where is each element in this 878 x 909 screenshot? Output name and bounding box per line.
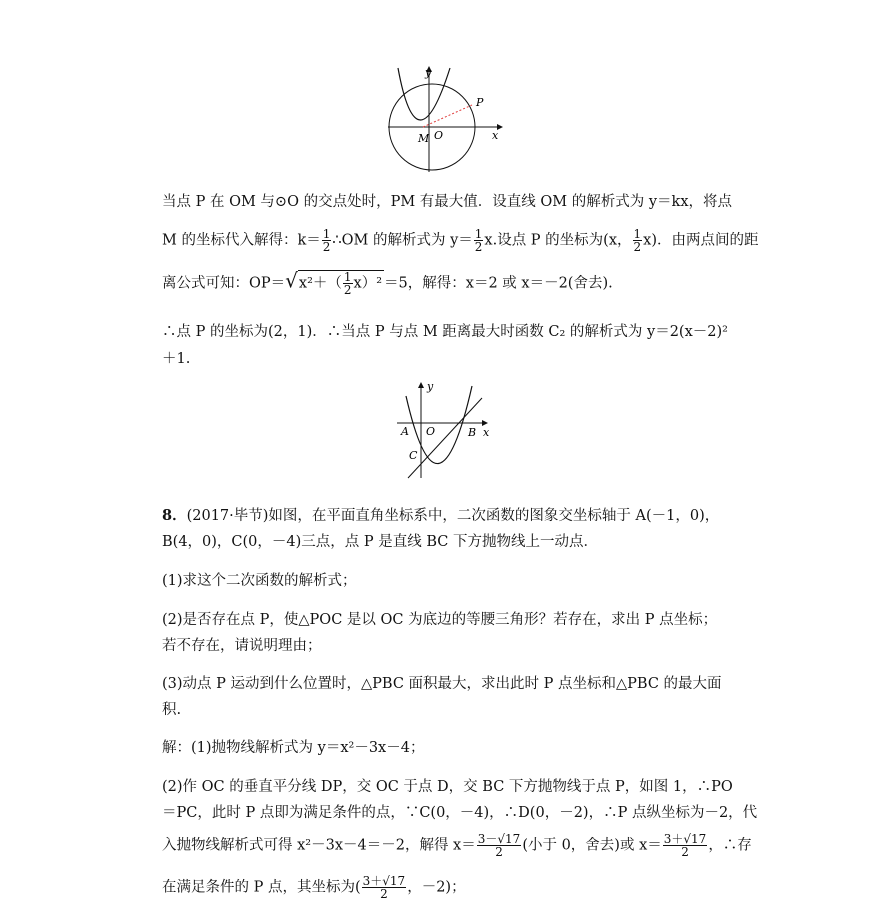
numerator: 3＋√17 bbox=[362, 874, 406, 888]
numerator: 3－√17 bbox=[477, 832, 521, 846]
fraction bbox=[663, 833, 708, 858]
denominator: 2 bbox=[633, 240, 642, 254]
text: x)．由两点间的距 bbox=[643, 232, 759, 249]
figure-circle-parabola bbox=[380, 60, 510, 175]
p1-line1: 当点 P 在 OM 与⊙O 的交点处时，PM 有最大值．设直线 OM 的解析式为 y＝kx，将点 bbox=[162, 194, 733, 210]
numerator: 1 bbox=[474, 227, 483, 241]
fig2-c-label: C bbox=[409, 449, 418, 462]
fraction bbox=[322, 228, 332, 253]
denominator: 2 bbox=[322, 240, 331, 254]
parabola-c1 bbox=[398, 68, 450, 120]
fig2-x-label: x bbox=[483, 426, 490, 439]
segment-pm bbox=[423, 105, 472, 127]
denominator: 2 bbox=[474, 240, 483, 254]
denominator: 2 bbox=[495, 845, 503, 859]
q8-line1 bbox=[162, 506, 719, 526]
text: ，∴存 bbox=[708, 837, 752, 854]
q8-sub1: (1)求这个二次函数的解析式； bbox=[162, 573, 357, 589]
p1-line2 bbox=[162, 228, 759, 253]
fig2-o-label: O bbox=[426, 425, 436, 438]
fraction bbox=[474, 228, 484, 253]
fig2-y-label: y bbox=[427, 380, 434, 393]
fig1-m-label: M bbox=[418, 132, 430, 145]
text: (小于 0，舍去)或 x＝ bbox=[522, 837, 662, 854]
q8-sub3-line2: 积. bbox=[162, 702, 182, 718]
numerator: 3＋√17 bbox=[663, 832, 707, 846]
denominator: 2 bbox=[380, 887, 388, 901]
text: (2017·毕节)如图，在平面直角坐标系中，二次函数的图象交坐标轴于 A(－1，0)， bbox=[186, 508, 720, 524]
fraction bbox=[362, 875, 407, 900]
p1-line3 bbox=[162, 270, 613, 296]
text: ∴OM 的解析式为 y＝ bbox=[332, 232, 473, 249]
sol-line5 bbox=[162, 875, 466, 900]
text: 在满足条件的 P 点，其坐标为( bbox=[162, 879, 361, 896]
question-number: 8． bbox=[162, 507, 187, 524]
sol-line2: (2)作 OC 的垂直平分线 DP，交 OC 于点 D，交 BC 下方抛物线于点 P，如图 1，∴PO bbox=[162, 779, 733, 795]
fig1-o-label: O bbox=[434, 129, 444, 142]
denominator: 2 bbox=[681, 845, 689, 859]
text: x²＋（ bbox=[298, 275, 342, 292]
text: ＝5，解得：x＝2 或 x＝－2(舍去). bbox=[384, 275, 613, 292]
q8-sub2-line2: 若不存在，请说明理由； bbox=[162, 638, 322, 654]
text: M 的坐标代入解得：k＝ bbox=[162, 232, 321, 249]
fraction bbox=[343, 271, 353, 296]
p2-line1: ∴点 P 的坐标为(2，1)．∴当点 P 与点 M 距离最大时函数 C₂ 的解析式为 y＝2(x－2)² bbox=[162, 324, 728, 340]
radical-sign: √ bbox=[285, 268, 298, 293]
fig1-y-label: y bbox=[425, 66, 432, 79]
text: ，－2)； bbox=[407, 879, 466, 896]
numerator: 1 bbox=[343, 270, 352, 284]
radicand bbox=[298, 270, 384, 296]
p2-line2: ＋1. bbox=[162, 351, 191, 367]
text: 离公式可知：OP＝ bbox=[162, 275, 286, 292]
fraction bbox=[477, 833, 522, 858]
figure-parabola-line bbox=[394, 378, 494, 486]
q8-line2: B(4，0)，C(0，－4)三点，点 P 是直线 BC 下方抛物线上一动点． bbox=[162, 534, 598, 550]
numerator: 1 bbox=[322, 227, 331, 241]
sol-line3: ＝PC，此时 P 点即为满足条件的点，∵C(0，－4)，∴D(0，－2)，∴P 点纵坐标为－2，代 bbox=[162, 805, 758, 821]
denominator: 2 bbox=[343, 283, 352, 297]
text: x.设点 P 的坐标为(x， bbox=[484, 232, 632, 249]
sol-line1: 解：(1)抛物线解析式为 y＝x²－3x－4； bbox=[162, 740, 425, 756]
q8-sub3-line1: (3)动点 P 运动到什么位置时，△PBC 面积最大，求出此时 P 点坐标和△PBC 的最大面 bbox=[162, 676, 722, 692]
fig2-a-label: A bbox=[401, 425, 409, 438]
fig1-x-label: x bbox=[492, 129, 499, 142]
fig2-b-label: B bbox=[468, 426, 477, 439]
q8-sub2-line1: (2)是否存在点 P，使△POC 是以 OC 为底边的等腰三角形？若存在，求出 P 点坐标； bbox=[162, 612, 718, 628]
text: x）² bbox=[353, 275, 383, 292]
numerator: 1 bbox=[633, 227, 642, 241]
fraction bbox=[633, 228, 643, 253]
sol-line4 bbox=[162, 833, 752, 858]
text: 入抛物线解析式可得 x²－3x－4＝－2，解得 x＝ bbox=[162, 837, 476, 854]
fig1-p-label: P bbox=[476, 96, 484, 109]
